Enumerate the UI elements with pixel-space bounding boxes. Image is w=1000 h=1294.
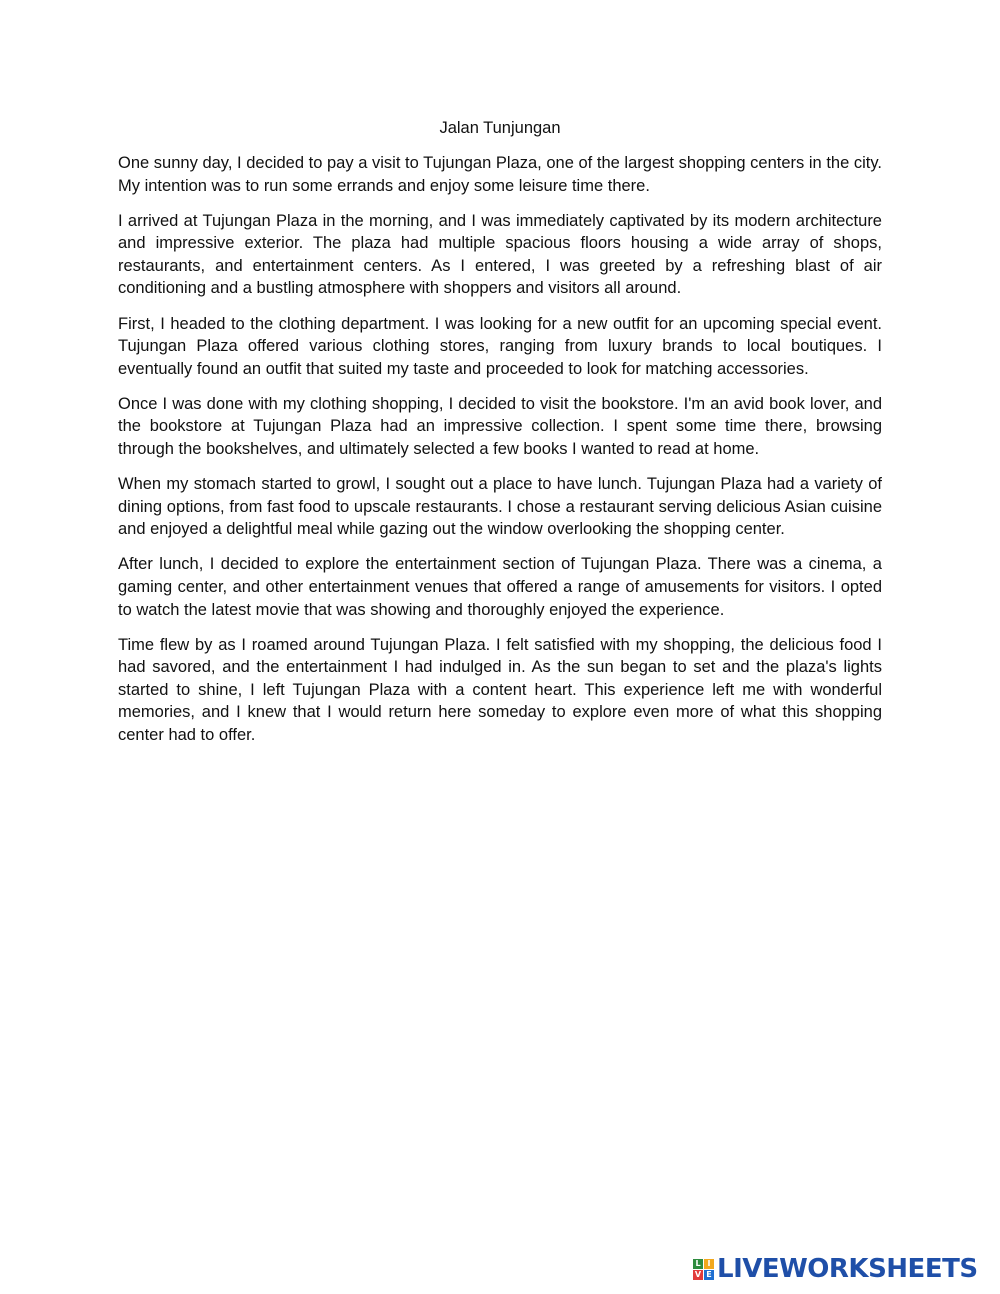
story-body xyxy=(118,152,882,759)
logo-letter-e: E xyxy=(704,1270,714,1280)
liveworksheets-logo xyxy=(693,1254,978,1284)
logo-letter-v: V xyxy=(694,1269,702,1279)
logo-mark-icon xyxy=(693,1259,714,1280)
logo-letter-i: I xyxy=(704,1259,714,1269)
page-title: Jalan Tunjungan xyxy=(439,119,561,137)
paragraph-6: After lunch, I decided to explore the entertainment section of Tujungan Plaza. There was a cinema, a gaming center, and other entertainment venues that offered a range of amusements for visitors. I opted to watch the latest movie that was showing and thoroughly enjoyed the experience. xyxy=(118,555,882,619)
paragraph-3: First, I headed to the clothing department. I was looking for a new outfit for an upcoming special event. Tujungan Plaza offered various clothing stores, ranging from luxury brands to local boutiques. I eventually found an outfit that suited my taste and proceeded to look for matching accessories. xyxy=(118,314,882,378)
logo-letter-l: L xyxy=(693,1259,703,1269)
paragraph-4: Once I was done with my clothing shopping, I decided to visit the bookstore. I'm an avid book lover, and the bookstore at Tujungan Plaza had an impressive collection. I spent some time there, browsing through the bookshelves, and ultimately selected a few books I wanted to read at home. xyxy=(118,394,882,459)
logo-wordmark: LIVEWORKSHEETS xyxy=(717,1254,978,1284)
paragraph-1: One sunny day, I decided to pay a visit to Tujungan Plaza, one of the largest shopping centers in the city. My intention was to run some errands and enjoy some leisure time there. xyxy=(118,154,882,195)
paragraph-2: I arrived at Tujungan Plaza in the morning, and I was immediately captivated by its modern architecture and impressive exterior. The plaza had multiple spacious floors housing a wide array of shops, restaurants, and entertainment centers. As I entered, I was greeted by a refreshing blast of air conditioning and a bustling atmosphere with shoppers and visitors all around. xyxy=(118,211,882,298)
paragraph-5: When my stomach started to growl, I sought out a place to have lunch. Tujungan Plaza had a variety of dining options, from fast food to upscale restaurants. I chose a restaurant serving delicious Asian cuisine and enjoyed a delightful meal while gazing out the window overlooking the shopping center. xyxy=(118,475,882,539)
paragraph-7: Time flew by as I roamed around Tujungan Plaza. I felt satisfied with my shopping, the delicious food I had savored, and the entertainment I had indulged in. As the sun began to set and the plaza's lights started to shine, I left Tujungan Plaza with a content heart. This experience left me with wonderful memories, and I knew that I would return here someday to explore even more of what this shopping center had to offer. xyxy=(118,635,882,745)
